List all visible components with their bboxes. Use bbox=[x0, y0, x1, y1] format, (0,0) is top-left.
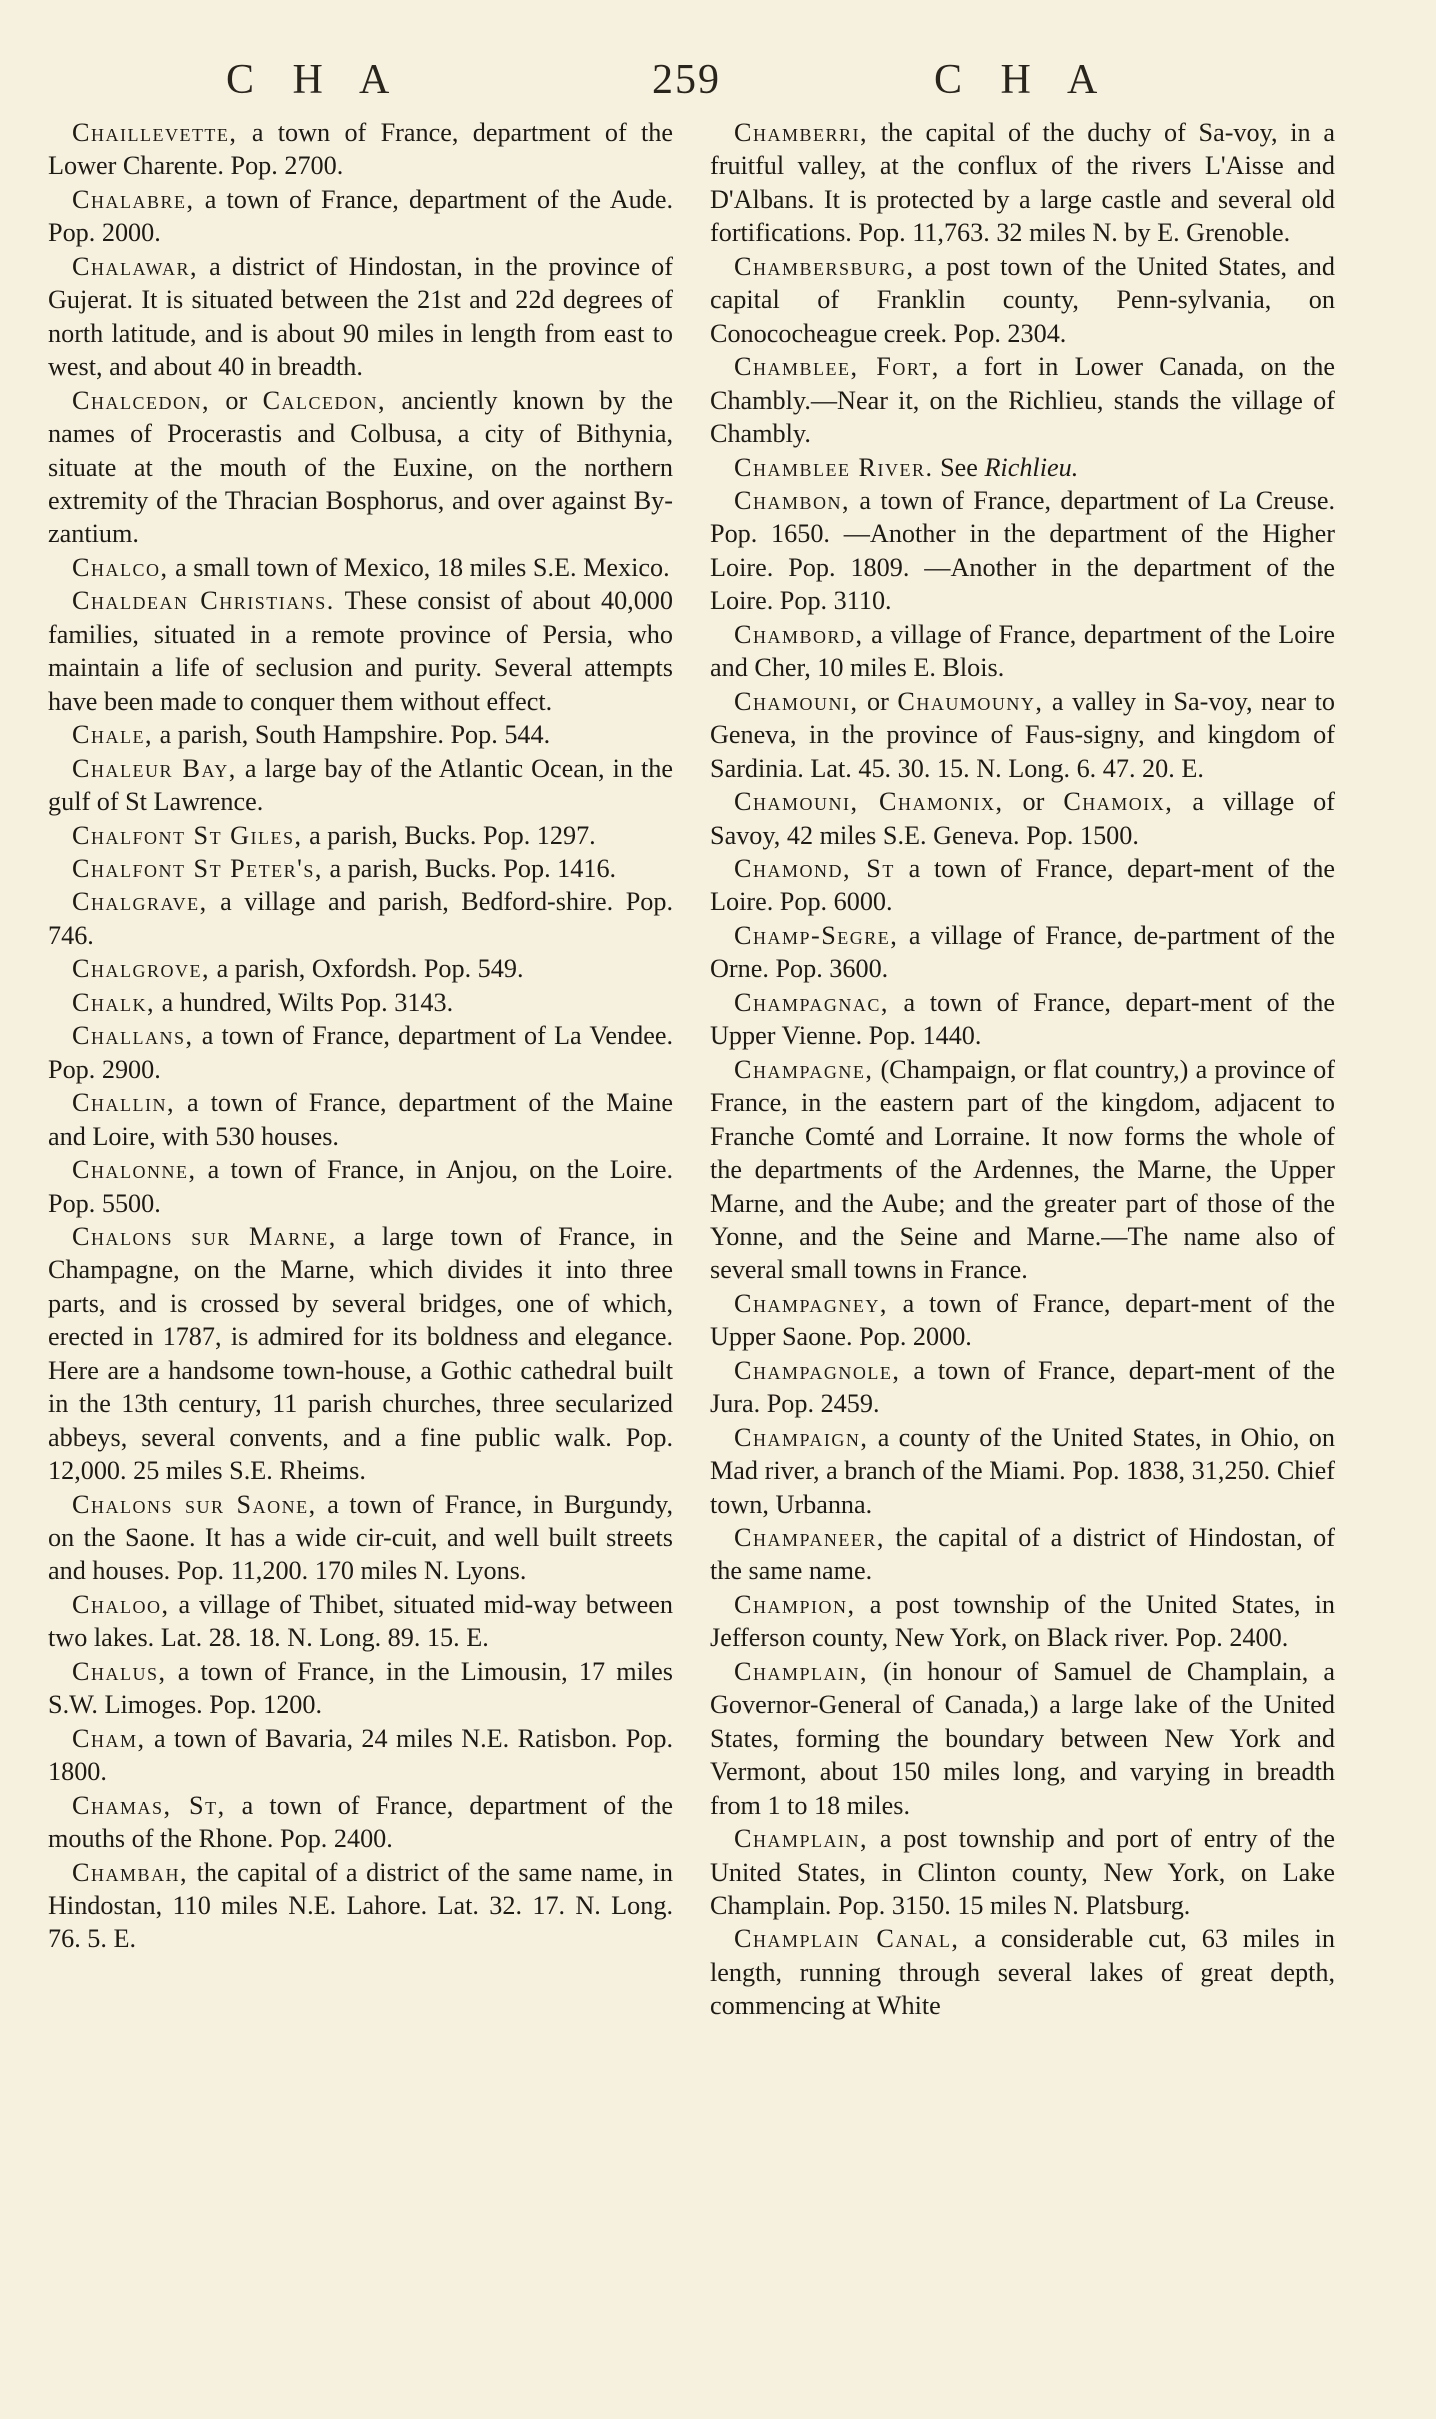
gazetteer-entry bbox=[48, 885, 673, 952]
entry-text: a small town of Mexico, 18 miles S.E. Mexico. bbox=[168, 552, 670, 582]
gazetteer-entry bbox=[48, 1019, 673, 1086]
gazetteer-entry bbox=[48, 1655, 673, 1722]
entry-headword: Chamblee River. bbox=[734, 452, 934, 482]
gazetteer-entry bbox=[710, 250, 1335, 350]
entry-text: the capital of the duchy of Sa-voy, in a fruitful valley, at the conflux of the rivers L'Aisse and D'Albans. It is protected by a large castle and several old fortifications. Pop. 11,763. 32 miles N. by E. Grenoble. bbox=[710, 118, 1335, 248]
gazetteer-entry bbox=[48, 1789, 673, 1856]
entry-headword: Challin, bbox=[72, 1088, 175, 1118]
gazetteer-entry bbox=[48, 551, 673, 584]
entry-text: a town of France, depart-ment of the Upper Vienne. Pop. 1440. bbox=[710, 987, 1335, 1051]
entry-text: a town of France, depart-ment of the Loire. Pop. 6000. bbox=[710, 853, 1335, 917]
entry-headword: Chamberri, bbox=[734, 118, 869, 147]
entry-headword: Champagnole, bbox=[734, 1355, 901, 1385]
entry-text: a town of France, department of the Aude. Pop. 2000. bbox=[48, 184, 673, 248]
gazetteer-entry bbox=[48, 1588, 673, 1655]
gazetteer-entry bbox=[48, 1220, 673, 1488]
entry-headword: Champlain, bbox=[734, 1656, 869, 1686]
entry-headword: Chalabre, bbox=[72, 184, 195, 214]
gazetteer-entry bbox=[710, 618, 1335, 685]
entry-text: a village and parish, Bedford-shire. Pop. 746. bbox=[48, 887, 673, 950]
gazetteer-entry bbox=[48, 718, 673, 751]
gazetteer-entry bbox=[710, 1421, 1335, 1521]
entry-headword: Chale, bbox=[72, 720, 154, 750]
entry-text: a post township of the United States, in Jefferson county, New York, on Black river. Pop. 2400. bbox=[710, 1589, 1335, 1653]
gazetteer-entry bbox=[710, 986, 1335, 1053]
entry-headword: Chalus, bbox=[72, 1656, 167, 1686]
gazetteer-entry bbox=[48, 852, 673, 885]
entry-headword: Chamblee, Fort, bbox=[734, 352, 940, 382]
entry-headword: Champion, bbox=[734, 1589, 856, 1619]
entry-headword: Chalawar, bbox=[72, 251, 199, 281]
entry-headword: Chamond, St bbox=[734, 853, 895, 883]
gazetteer-entry bbox=[710, 1588, 1335, 1655]
entry-headword: Champaign, bbox=[734, 1422, 869, 1452]
gazetteer-entry bbox=[710, 1053, 1335, 1287]
gazetteer-entry bbox=[710, 484, 1335, 618]
gazetteer-entry bbox=[48, 384, 673, 551]
entry-headword: Chalco, bbox=[72, 552, 169, 582]
entry-headword: Chalons sur Marne, bbox=[72, 1221, 337, 1251]
gazetteer-entry bbox=[710, 1822, 1335, 1922]
gazetteer-entry bbox=[710, 1287, 1335, 1354]
entry-text: a town of France, department of the Maine and Loire, with 530 houses. bbox=[48, 1088, 673, 1151]
entry-text: a village of Savoy, 42 miles S.E. Geneva. Pop. 1500. bbox=[710, 787, 1335, 850]
entry-text: a parish, Oxfordsh. Pop. 549. bbox=[210, 954, 524, 984]
entry-text: See bbox=[933, 452, 985, 482]
entry-text: These consist of about 40,000 families, situated in a remote province of Persia, who maintain a life of seclusion and purity. Several attempts have been made to conquer them without effect. bbox=[48, 586, 673, 716]
gazetteer-entry bbox=[48, 819, 673, 852]
gazetteer-entry bbox=[710, 852, 1335, 919]
cross-reference: Richlieu. bbox=[984, 452, 1079, 482]
entry-text: a district of Hindostan, in the province of Gujerat. It is situated between the 21st and 22d degrees of north latitude, and is about 90 miles in length from east to west, and about 40 in breadth. bbox=[48, 251, 673, 382]
entry-text: or bbox=[210, 385, 263, 415]
entry-headword: Champagney, bbox=[734, 1288, 888, 1318]
entry-headword: Chamouni, Chamonix, bbox=[734, 787, 1004, 817]
gazetteer-entry bbox=[48, 116, 673, 183]
gazetteer-entry bbox=[48, 1488, 673, 1588]
gazetteer-entry bbox=[710, 785, 1335, 852]
page-number: 259 bbox=[652, 57, 721, 103]
entry-headword: Chamas, St, bbox=[72, 1790, 226, 1820]
gazetteer-entry bbox=[710, 1521, 1335, 1588]
gazetteer-entry bbox=[48, 1856, 673, 1956]
gazetteer-entry bbox=[710, 919, 1335, 986]
entry-headword: Chalfont St Peter's, bbox=[72, 853, 323, 883]
entry-headword: Chambord, bbox=[734, 619, 864, 649]
entry-headword: Chalcedon, bbox=[72, 385, 211, 415]
entry-headword: Chaldean Christians. bbox=[72, 586, 335, 616]
entry-text: the capital of a district of the same name, in Hindostan, 110 miles N.E. Lahore. Lat. 32. 17. N. Long. 76. 5. E. bbox=[48, 1857, 673, 1954]
gazetteer-entry bbox=[48, 986, 673, 1019]
entry-text: a parish, South Hampshire. Pop. 544. bbox=[153, 720, 551, 750]
entry-headword-alt: Chamoix, bbox=[1063, 787, 1174, 817]
entry-headword: Chambah, bbox=[72, 1857, 189, 1887]
entry-headword: Chalfont St Giles, bbox=[72, 820, 303, 850]
entry-headword: Chaillevette, bbox=[72, 118, 238, 147]
gazetteer-entry bbox=[710, 685, 1335, 785]
right-column bbox=[710, 116, 1335, 2023]
entry-text: a valley in Sa-voy, near to Geneva, in the province of Faus-signy, and kingdom of Sardinia. Lat. 45. 30. 15. N. Long. 6. 47. 20. E. bbox=[710, 686, 1335, 783]
entry-text: a village of France, department of the Loire and Cher, 10 miles E. Blois. bbox=[710, 619, 1335, 683]
gazetteer-entry bbox=[48, 584, 673, 718]
entry-headword: Champ-Segre, bbox=[734, 920, 899, 950]
entry-text: or bbox=[1003, 787, 1064, 817]
left-column bbox=[48, 116, 673, 1956]
gazetteer-entry bbox=[48, 183, 673, 250]
entry-headword: Champlain Canal, bbox=[734, 1924, 960, 1954]
entry-text: the capital of a district of Hindostan, of the same name. bbox=[710, 1523, 1335, 1586]
entry-text: a town of Bavaria, 24 miles N.E. Ratisbon. Pop. 1800. bbox=[48, 1723, 673, 1787]
entry-text: a town of France, depart-ment of the Jura. Pop. 2459. bbox=[710, 1355, 1335, 1419]
entry-headword: Chalk, bbox=[72, 987, 156, 1017]
running-header bbox=[0, 56, 1436, 108]
entry-headword: Chaloo, bbox=[72, 1589, 170, 1619]
entry-headword: Champagnac, bbox=[734, 987, 889, 1017]
gazetteer-entry bbox=[48, 250, 673, 384]
entry-headword: Chambersburg, bbox=[734, 251, 915, 281]
entry-text: a large bay of the Atlantic Ocean, in the gulf of St Lawrence. bbox=[48, 753, 673, 817]
entry-headword: Chambon, bbox=[734, 485, 851, 515]
entry-headword: Chalgrave, bbox=[72, 887, 208, 917]
entry-text: a post town of the United States, and capital of Franklin county, Penn-sylvania, on Conococheague creek. Pop. 2304. bbox=[710, 251, 1335, 348]
entry-text: a fort in Lower Canada, on the Chambly.—Near it, on the Richlieu, stands the village of Chambly. bbox=[710, 352, 1335, 449]
entry-text: a town of France, in the Limousin, 17 miles S.W. Limoges. Pop. 1200. bbox=[48, 1656, 673, 1720]
entry-text: a post township and port of entry of the United States, in Clinton county, New York, on Lake Champlain. Pop. 3150. 15 miles N. Platsburg. bbox=[710, 1824, 1335, 1921]
gazetteer-entry bbox=[710, 1354, 1335, 1421]
entry-text: (in honour of Samuel de Champlain, a Governor-General of Canada,) a large lake of the United States, forming the boundary between New York and Vermont, about 150 miles long, and varying in breadth from 1 to 18 miles. bbox=[710, 1656, 1335, 1820]
entry-text: a town of France, in Anjou, on the Loire. Pop. 5500. bbox=[48, 1155, 673, 1218]
gazetteer-entry bbox=[710, 350, 1335, 450]
gazetteer-entry bbox=[710, 451, 1335, 484]
entry-headword: Champagne, bbox=[734, 1054, 874, 1084]
entry-headword: Champlain, bbox=[734, 1824, 869, 1854]
entry-headword: Chamouni, bbox=[734, 686, 859, 716]
entry-headword-alt: Calcedon, bbox=[262, 385, 387, 415]
gazetteer-entry bbox=[710, 116, 1335, 250]
entry-headword: Chaleur Bay, bbox=[72, 753, 237, 783]
entry-text: a town of France, in Burgundy, on the Saone. It has a wide cir-cuit, and well built streets and houses. Pop. 11,200. 170 miles N. Lyons. bbox=[48, 1489, 673, 1586]
entry-text: a county of the United States, in Ohio, on Mad river, a branch of the Miami. Pop. 1838, 31,250. Chief town, Urbanna. bbox=[710, 1422, 1335, 1519]
entry-headword: Challans, bbox=[72, 1021, 194, 1051]
entry-text: a village of France, de-partment of the Orne. Pop. 3600. bbox=[710, 920, 1335, 984]
entry-text: a parish, Bucks. Pop. 1297. bbox=[302, 820, 596, 850]
header-right: C H A bbox=[934, 57, 1112, 103]
entry-text: a parish, Bucks. Pop. 1416. bbox=[322, 853, 617, 883]
entry-text: a considerable cut, 63 miles in length, running through several lakes of great depth, commencing at White bbox=[710, 1924, 1335, 2021]
entry-text: a village of Thibet, situated mid-way between two lakes. Lat. 28. 18. N. Long. 89. 15. E. bbox=[48, 1589, 673, 1653]
gazetteer-entry bbox=[48, 1086, 673, 1153]
entry-text: a town of France, department of the Lower Charente. Pop. 2700. bbox=[48, 118, 673, 181]
entry-headword: Cham, bbox=[72, 1723, 146, 1753]
entry-text: a town of France, department of La Vendee. Pop. 2900. bbox=[48, 1021, 673, 1084]
entry-text: anciently known by the names of Procerastis and Colbusa, a city of Bithynia, situate at the mouth of the Euxine, on the northern extremity of the Thracian Bosphorus, and over against By-zantium. bbox=[48, 385, 673, 549]
entry-text: a town of France, department of La Creuse. Pop. 1650. —Another in the department of the Higher Loire. Pop. 1809. —Another in the department of the Loire. Pop. 3110. bbox=[710, 485, 1335, 616]
entry-text: a town of France, department of the mouths of the Rhone. Pop. 2400. bbox=[48, 1790, 673, 1854]
entry-headword-alt: Chaumouny, bbox=[897, 686, 1044, 716]
entry-text: or bbox=[858, 686, 898, 716]
gazetteer-entry bbox=[48, 752, 673, 819]
gazetteer-entry bbox=[710, 1655, 1335, 1822]
entry-text: a town of France, depart-ment of the Upper Saone. Pop. 2000. bbox=[710, 1288, 1335, 1352]
header-left: C H A bbox=[226, 57, 404, 103]
entry-headword: Chalonne, bbox=[72, 1155, 197, 1185]
entry-headword: Chalgrove, bbox=[72, 954, 211, 984]
entry-text: a large town of France, in Champagne, on the Marne, which divides it into three parts, and is crossed by several bridges, one of which, erected in 1787, is admired for its boldness and elegance. Here are a handsome town-house, a Gothic cathedral built in the 13th century, 11 parish churches, three secularized abbeys, several convents, and a fine public walk. Pop. 12,000. 25 miles S.E. Rheims. bbox=[48, 1221, 673, 1486]
entry-headword: Chalons sur Saone, bbox=[72, 1489, 317, 1519]
gazetteer-entry bbox=[48, 1722, 673, 1789]
gazetteer-entry bbox=[48, 1153, 673, 1220]
entry-text: a hundred, Wilts Pop. 3143. bbox=[155, 987, 454, 1017]
gazetteer-entry bbox=[710, 1922, 1335, 2022]
entry-headword: Champaneer, bbox=[734, 1523, 885, 1553]
gazetteer-entry bbox=[48, 952, 673, 985]
entry-text: (Champaign, or flat country,) a province of France, in the eastern part of the kingdom, adjacent to Franche Comté and Lorraine. It now forms the whole of the departments of the Ardennes, the Marne, the Upper Marne, and the Aube; and the greater part of those of the Yonne, and the Seine and Marne.—The name also of several small towns in France. bbox=[710, 1054, 1335, 1285]
